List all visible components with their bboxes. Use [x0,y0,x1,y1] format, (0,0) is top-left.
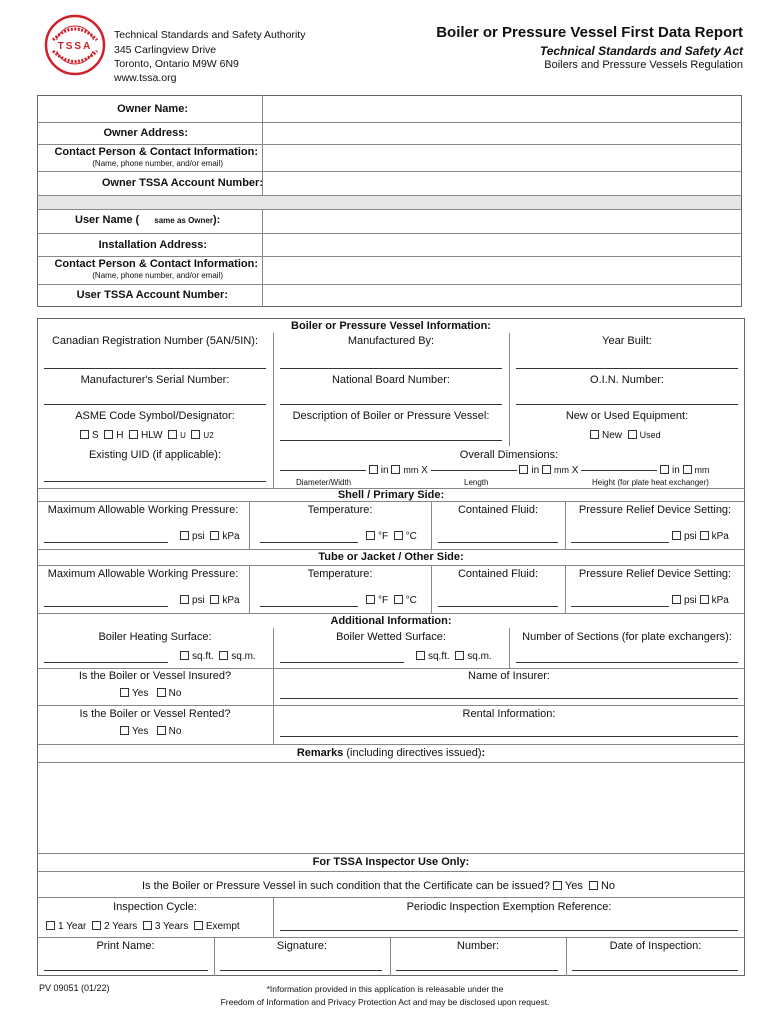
user-contact-hint: (Name, phone number, and/or email) [92,271,223,280]
owner-contact-label: Contact Person & Contact Information: [54,146,258,158]
used-option[interactable]: Used [628,430,661,441]
form-subtitle: Technical Standards and Safety Act [539,44,743,58]
tube-relief-psi-checkbox[interactable] [672,595,681,604]
owner-address-field[interactable] [263,123,741,144]
user-name-label-text: User Name ( [75,214,140,226]
year-built-field[interactable] [516,368,738,369]
inspection-cycle-options [46,920,240,933]
height-mm-checkbox[interactable] [683,465,692,474]
installation-address-field[interactable] [263,234,741,256]
manufactured-by-field[interactable] [280,368,502,369]
asme-options [80,429,214,442]
tube-temp-field[interactable] [260,606,358,607]
asme-h-option[interactable]: H [104,430,123,441]
tube-temp-units: °F °C [366,594,417,607]
shell-mawp-label: Maximum Allowable Working Pressure: [47,504,239,516]
rental-info-label: Rental Information: [462,708,556,720]
checkbox-icon [120,726,129,735]
checkbox-icon [129,430,138,439]
owner-address-label: Owner Address: [103,127,188,139]
inspection-date-label: Date of Inspection: [609,940,702,952]
insured-yes-option[interactable]: Yes [120,688,148,699]
shell-relief-field[interactable] [571,542,669,543]
oin-label: O.I.N. Number: [590,374,664,386]
national-board-field[interactable] [280,404,502,405]
tube-title: Tube or Jacket / Other Side: [318,551,464,563]
shell-fluid-field[interactable] [438,542,558,543]
tssa-logo [44,14,106,76]
checkbox-icon [157,688,166,697]
privacy-note-line2: Freedom of Information and Privacy Protection Act and may be disclosed upon request. [220,997,550,1007]
owner-name-label: Owner Name: [117,103,188,115]
tube-relief-label: Pressure Relief Device Setting: [578,568,732,580]
tube-fluid-label: Contained Fluid: [457,568,539,580]
checkbox-icon [104,430,113,439]
crn-label: Canadian Registration Number (5AN/5IN): [51,335,259,347]
inspector-title: For TSSA Inspector Use Only: [312,856,470,868]
owner-contact-hint: (Name, phone number, and/or email) [92,159,223,168]
insurer-field[interactable] [280,698,738,699]
form-title: Boiler or Pressure Vessel First Data Report [436,24,743,41]
shell-relief-label: Pressure Relief Device Setting: [578,504,732,516]
shell-degc-checkbox[interactable] [394,531,403,540]
sections-label: Number of Sections (for plate exchangers): [522,631,732,643]
tube-degf-checkbox[interactable] [366,595,375,604]
heating-surface-label: Boiler Heating Surface: [98,631,212,643]
tube-kpa-checkbox[interactable] [210,595,219,604]
remarks-field[interactable] [38,763,744,853]
cycle-1-year-option[interactable]: 1 Year [46,921,86,932]
checkbox-icon [553,881,562,890]
rented-options [120,725,181,738]
signature-label: Signature: [276,940,328,952]
user-name-label [75,214,220,227]
user-contact-label: Contact Person & Contact Information: [54,258,258,270]
diameter-mm-checkbox[interactable] [391,465,400,474]
rental-info-field[interactable] [280,736,738,737]
height-in-checkbox[interactable] [660,465,669,474]
checkbox-icon [589,881,598,890]
shell-relief-units: psi kPa [672,530,729,543]
diameter-in-checkbox[interactable] [369,465,378,474]
diameter-field[interactable] [280,470,366,471]
serial-number-label: Manufacturer's Serial Number: [80,374,230,386]
inspector-number-field[interactable] [396,970,558,971]
tube-temp-label: Temperature: [307,568,373,580]
owner-account-field[interactable] [263,172,741,195]
form-id: PV 09051 (01/22) [39,983,110,993]
checkbox-icon [157,726,166,735]
sections-field[interactable] [516,662,738,663]
rented-no-option[interactable]: No [157,726,182,737]
exemption-reference-field[interactable] [280,930,738,931]
wetted-sqm-checkbox[interactable] [455,651,464,660]
tube-relief-kpa-checkbox[interactable] [700,595,709,604]
new-used-options [590,429,661,442]
org-name: Technical Standards and Safety Authority [114,29,306,41]
signature-field[interactable] [220,970,382,971]
additional-title: Additional Information: [330,615,452,627]
new-option[interactable]: New [590,430,622,441]
overall-dimensions-label: Overall Dimensions: [459,449,559,461]
checkbox-icon [92,921,101,930]
user-contact-field[interactable] [263,257,741,284]
inspector-number-label: Number: [456,940,500,952]
cycle-3-years-option[interactable]: 3 Years [143,921,188,932]
user-name-field[interactable] [263,210,741,233]
shell-psi-checkbox[interactable] [180,531,189,540]
heating-sqm-checkbox[interactable] [219,651,228,660]
uid-label: Existing UID (if applicable): [88,449,222,461]
vessel-section-title: Boiler or Pressure Vessel Information: [291,320,491,332]
user-name-label-end: ): [212,214,221,226]
national-board-label: National Board Number: [331,374,450,386]
exemption-reference-label: Periodic Inspection Exemption Reference: [406,901,612,913]
asme-u-option[interactable]: U [168,430,186,441]
shell-title: Shell / Primary Side: [337,489,445,501]
new-used-label: New or Used Equipment: [565,410,689,422]
length-in-checkbox[interactable] [519,465,528,474]
svg-text:TSSA: TSSA [57,41,93,52]
tube-fluid-field[interactable] [438,606,558,607]
asme-hlw-option[interactable]: HLW [129,430,162,441]
length-field[interactable] [431,470,517,471]
remarks-label: Remarks (including directives issued): [296,747,486,759]
asme-u2-option[interactable]: U2 [191,430,213,441]
org-website: www.tssa.org [114,72,177,84]
org-address-line1: 345 Carlingview Drive [114,44,217,56]
asme-label: ASME Code Symbol/Designator: [75,410,235,422]
heating-surface-field[interactable] [44,662,168,663]
tube-relief-units: psi kPa [672,594,729,607]
cycle-2-years-option[interactable]: 2 Years [92,921,137,932]
shell-mawp-field[interactable] [44,542,168,543]
insured-label: Is the Boiler or Vessel Insured? [78,670,232,682]
rented-label: Is the Boiler or Vessel Rented? [79,708,231,720]
print-name-label: Print Name: [96,940,155,952]
shell-fluid-label: Contained Fluid: [457,504,539,516]
serial-number-field[interactable] [44,404,266,405]
cycle-exempt-option[interactable]: Exempt [194,921,240,932]
certificate-no-option[interactable]: No [589,880,615,892]
height-field[interactable] [581,470,657,471]
manufactured-by-label: Manufactured By: [347,335,435,347]
wetted-surface-label: Boiler Wetted Surface: [336,631,446,643]
checkbox-icon [46,921,55,930]
tube-mawp-field[interactable] [44,606,168,607]
dimensions-row: in mm X in mm X in mm [280,464,710,477]
shell-relief-kpa-checkbox[interactable] [700,531,709,540]
length-caption: Length [464,478,489,487]
privacy-note-line1: *Information provided in this application is releasable under the [266,984,504,994]
user-account-label: User TSSA Account Number: [76,289,228,301]
shell-degf-checkbox[interactable] [366,531,375,540]
checkbox-icon [191,430,200,439]
same-as-owner-label: same as Owner [154,216,213,225]
tube-psi-checkbox[interactable] [180,595,189,604]
checkbox-icon [628,430,637,439]
insurer-label: Name of Insurer: [468,670,550,682]
owner-contact-field[interactable] [263,145,741,171]
asme-s-option[interactable]: S [80,430,99,441]
installation-address-label: Installation Address: [98,239,207,251]
wetted-units: sq.ft. sq.m. [416,650,492,663]
certificate-yes-option[interactable]: Yes [553,880,583,892]
same-as-owner-checkbox[interactable] [142,215,151,224]
inspection-date-field[interactable] [572,970,738,971]
heating-sqft-checkbox[interactable] [180,651,189,660]
tube-relief-field[interactable] [571,606,669,607]
checkbox-icon [143,921,152,930]
print-name-field[interactable] [44,970,208,971]
year-built-label: Year Built: [602,335,652,347]
oin-field[interactable] [516,404,738,405]
checkbox-icon [80,430,89,439]
shell-temp-field[interactable] [260,542,358,543]
length-mm-checkbox[interactable] [542,465,551,474]
description-field[interactable] [280,440,502,441]
insured-options [120,687,181,700]
inspection-cycle-label: Inspection Cycle: [113,901,197,913]
org-address-line2: Toronto, Ontario M9W 6N9 [114,58,239,70]
checkbox-icon [120,688,129,697]
shell-relief-psi-checkbox[interactable] [672,531,681,540]
shell-temp-units: °F °C [366,530,417,543]
height-caption: Height (for plate heat exchanger) [592,478,709,487]
tube-mawp-label: Maximum Allowable Working Pressure: [47,568,239,580]
wetted-surface-field[interactable] [280,662,404,663]
wetted-sqft-checkbox[interactable] [416,651,425,660]
tube-degc-checkbox[interactable] [394,595,403,604]
uid-field[interactable] [44,481,266,482]
certificate-question: Is the Boiler or Pressure Vessel in such condition that the Certificate can be issued? Yes No [142,880,616,892]
checkbox-icon [590,430,599,439]
shell-kpa-checkbox[interactable] [210,531,219,540]
owner-account-label: Owner TSSA Account Number: [101,177,263,189]
rented-yes-option[interactable]: Yes [120,726,148,737]
checkbox-icon [194,921,203,930]
tube-mawp-units: psi kPa [180,594,240,607]
form-regulation: Boilers and Pressure Vessels Regulation [544,59,743,71]
checkbox-icon [168,430,177,439]
insured-no-option[interactable]: No [157,688,182,699]
description-label: Description of Boiler or Pressure Vessel: [292,410,490,422]
shell-temp-label: Temperature: [307,504,373,516]
heating-units: sq.ft. sq.m. [180,650,256,663]
diameter-caption: Diameter/Width [296,478,352,487]
owner-name-field[interactable] [263,96,741,122]
shell-mawp-units: psi kPa [180,530,240,543]
user-account-field[interactable] [263,285,741,307]
crn-field[interactable] [44,368,266,369]
